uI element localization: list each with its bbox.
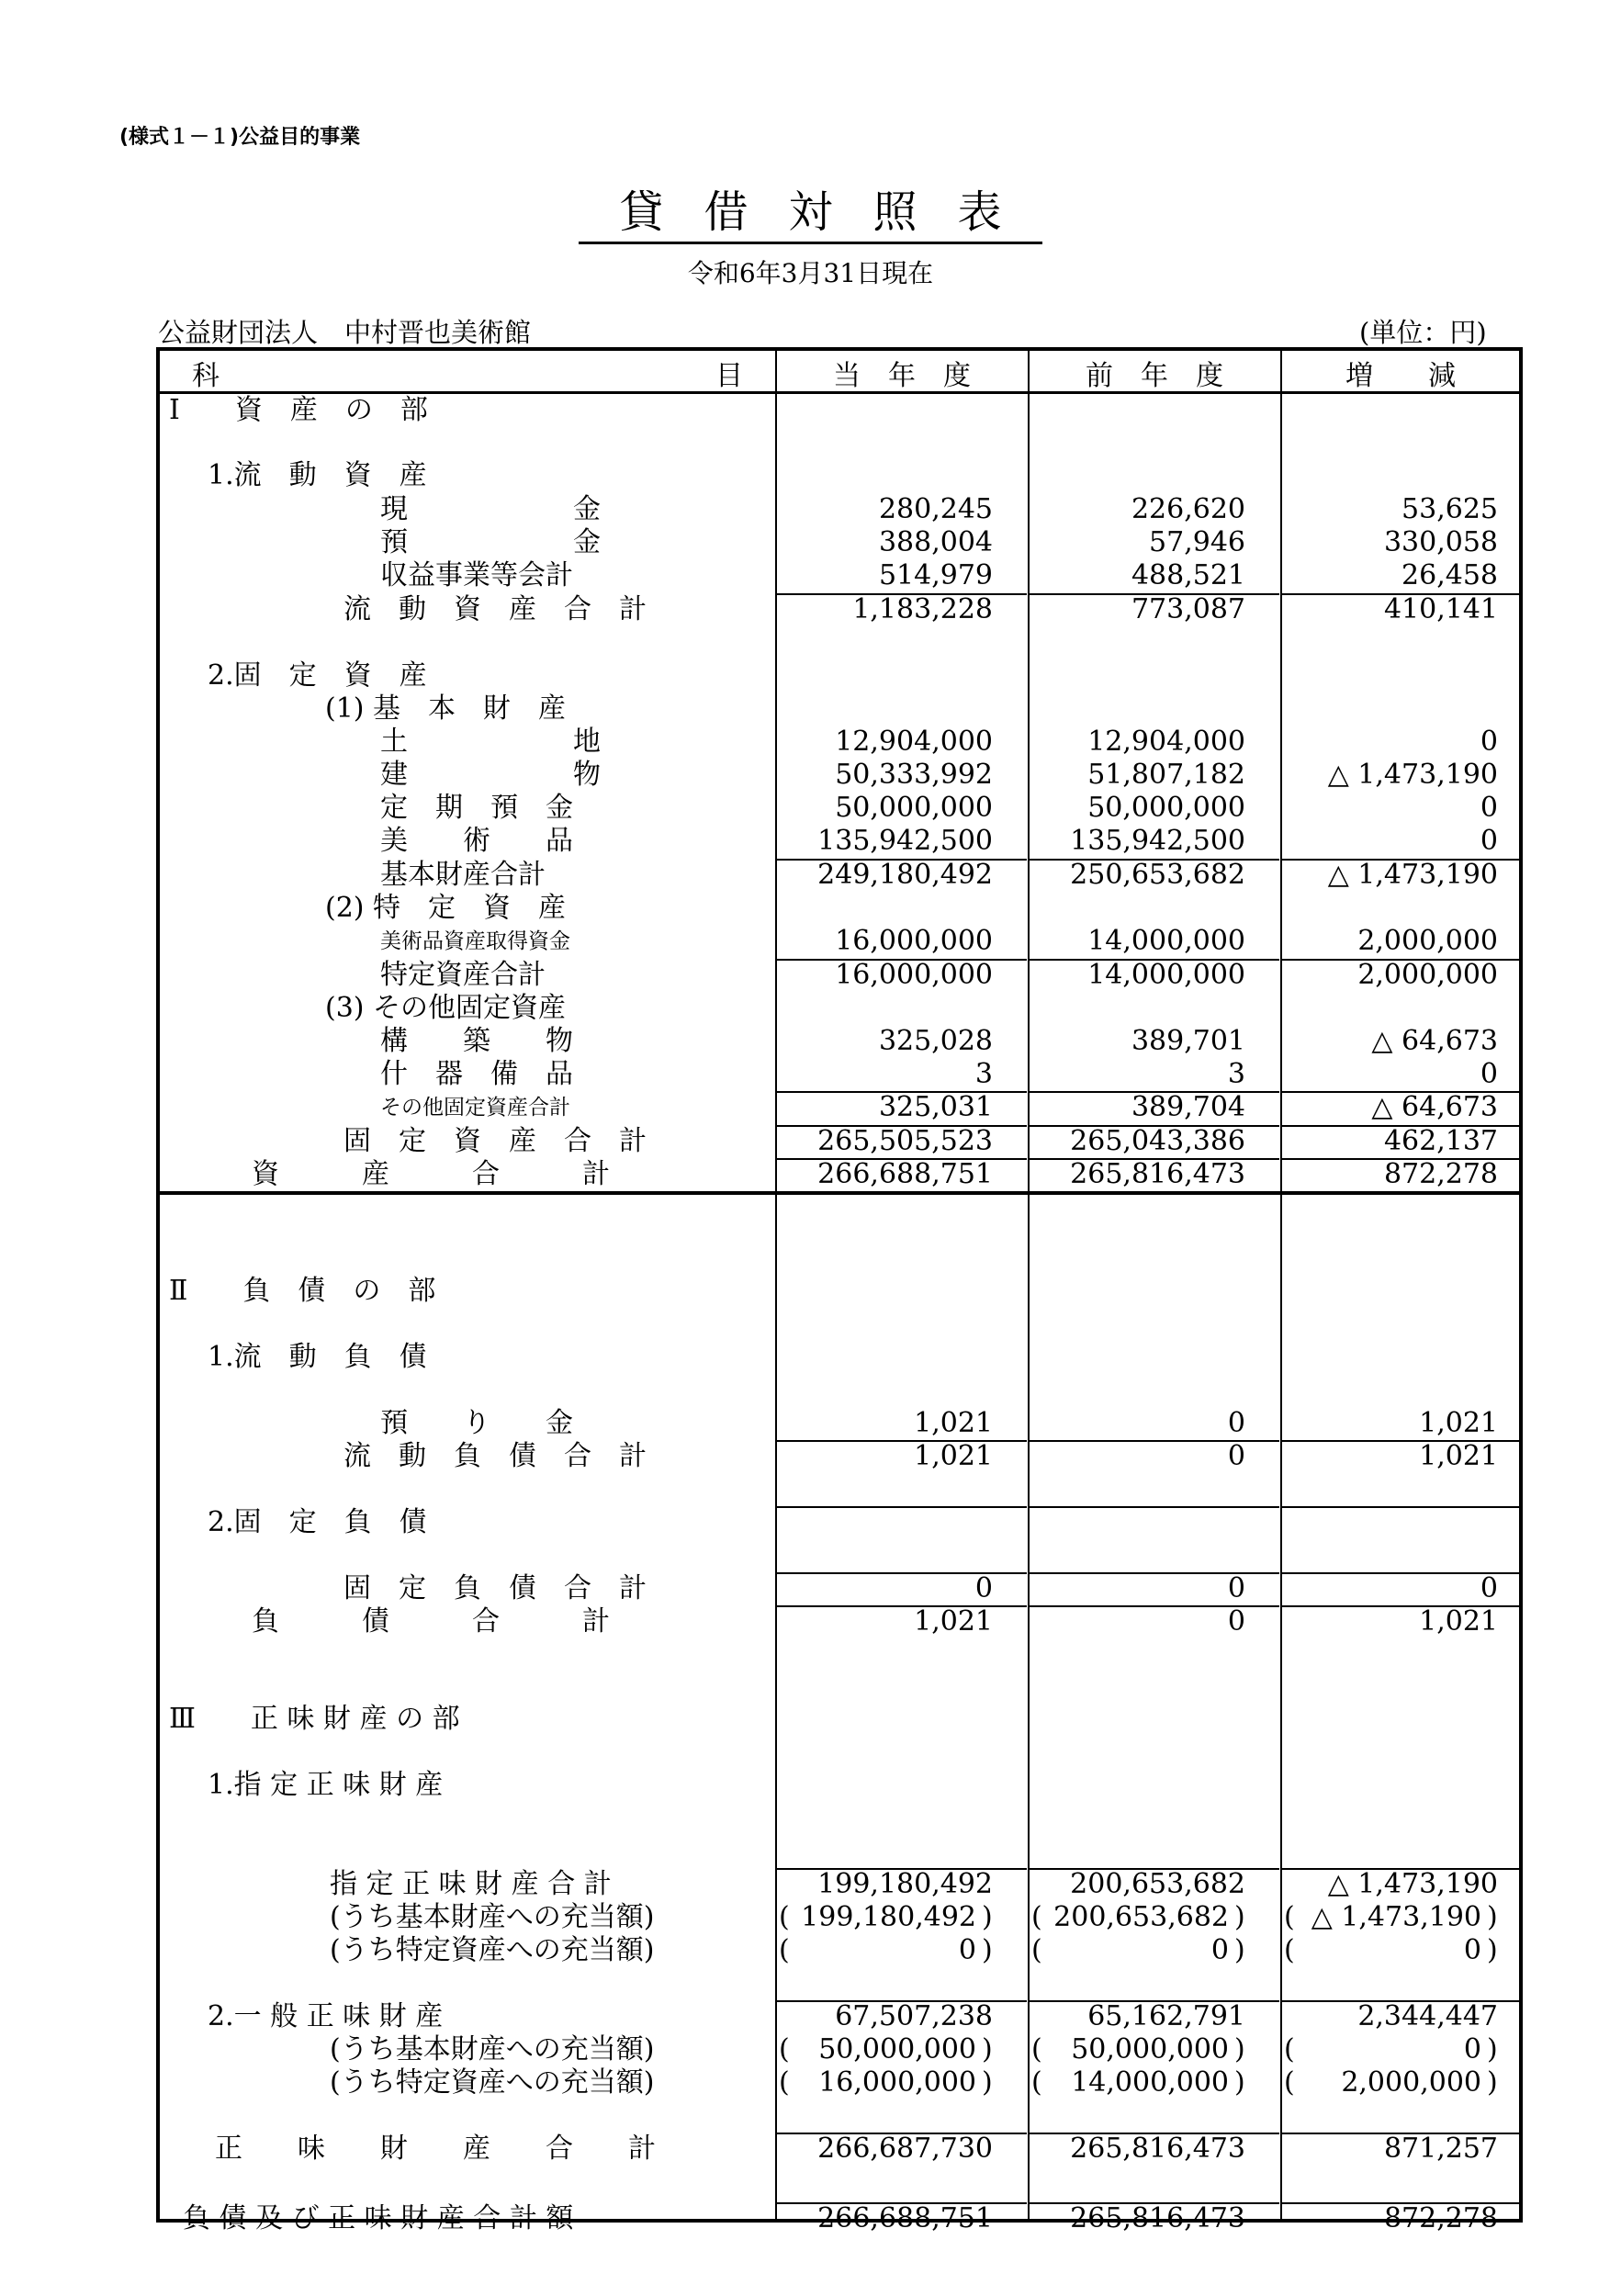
value-chg: △ 1,473,190 [1311, 1901, 1481, 1933]
unit-label: (単位：円) [1359, 317, 1487, 348]
subtotal-rule [777, 593, 1027, 595]
row-label: 1.流 動 資 産 [208, 459, 427, 491]
value-chg: △ 1,473,190 [1327, 759, 1498, 791]
value-cur: 16,000,000 [818, 2066, 976, 2099]
value-chg: 462,137 [1383, 1125, 1498, 1157]
value-cur: 266,687,730 [817, 2133, 993, 2165]
table-row [160, 1058, 1519, 1091]
paren-close: ) [1234, 1934, 1245, 1966]
table-row [160, 2202, 1519, 2235]
subtotal-rule [777, 2202, 1027, 2204]
value-chg: 0 [1480, 726, 1498, 758]
table-row [160, 825, 1519, 858]
value-chg: △ 64,673 [1371, 1025, 1498, 1057]
subtotal-rule [777, 1572, 1027, 1574]
value-chg: 0 [1480, 825, 1498, 857]
subtotal-rule [1030, 1091, 1279, 1093]
value-chg: 0 [1480, 792, 1498, 824]
table-row [160, 1275, 1519, 1308]
value-cur: 0 [974, 1572, 993, 1604]
value-prev: 200,653,682 [1070, 1868, 1245, 1900]
subtotal-rule [777, 1125, 1027, 1127]
table-row [160, 759, 1519, 792]
value-cur: 325,028 [878, 1025, 993, 1057]
value-prev: 14,000,000 [1087, 959, 1245, 991]
row-label: 収益事業等会計 [380, 559, 573, 591]
subtotal-rule [1030, 1605, 1279, 1607]
row-label: (うち基本財産への充当額) [330, 2033, 655, 2065]
value-prev: 200,653,682 [1053, 1901, 1229, 1933]
table-row [160, 692, 1519, 726]
paren-close: ) [1234, 2033, 1245, 2065]
value-cur: 266,688,751 [817, 1158, 993, 1190]
paren-close: ) [1487, 2066, 1498, 2099]
row-label: 定 期 預 金 [380, 792, 573, 824]
row-label: 流 動 資 産 合 計 [343, 593, 647, 625]
paren-close: ) [1487, 2033, 1498, 2065]
subtotal-rule [1030, 2202, 1279, 2204]
table-row [160, 1572, 1519, 1605]
value-prev: 14,000,000 [1071, 2066, 1229, 2099]
value-chg: 872,278 [1383, 1158, 1498, 1190]
row-label: (3) その他固定資産 [325, 992, 567, 1024]
value-prev: 0 [1210, 1934, 1229, 1966]
value-cur: 50,000,000 [835, 792, 993, 824]
subtotal-rule [1282, 2000, 1519, 2002]
value-chg: 2,000,000 [1357, 959, 1498, 991]
value-chg: 2,000,000 [1341, 2066, 1481, 2099]
paren-open: ( [779, 1901, 790, 1933]
row-label: (1) 基 本 財 産 [325, 692, 567, 725]
form-label: (様式１－１)公益目的事業 [119, 126, 361, 149]
table-row [160, 1440, 1519, 1473]
row-label: その他固定資産合計 [380, 1096, 570, 1120]
value-cur: 249,180,492 [817, 859, 993, 891]
subtotal-rule [777, 1091, 1027, 1093]
row-label: 土 地 [380, 726, 601, 758]
value-cur: 1,183,228 [852, 593, 993, 625]
value-prev: 265,816,473 [1070, 2202, 1245, 2234]
row-label: Ⅲ 正 味 財 産 の 部 [169, 1703, 460, 1735]
value-prev: 50,000,000 [1071, 2033, 1229, 2065]
table-row [160, 1703, 1519, 1736]
section-rule [160, 1191, 1519, 1195]
column-header-previous: 前 年 度 [1086, 360, 1223, 392]
table-row [160, 726, 1519, 759]
value-cur: 0 [958, 1934, 976, 1966]
value-chg: 1,021 [1419, 1605, 1498, 1638]
value-prev: 389,701 [1131, 1025, 1245, 1057]
page-title [0, 176, 1621, 240]
subtotal-rule [1030, 2133, 1279, 2134]
row-label: 固 定 資 産 合 計 [343, 1125, 647, 1157]
paren-open: ( [779, 1934, 790, 1966]
row-label: Ⅰ 資 産 の 部 [169, 394, 428, 426]
value-chg: 1,021 [1419, 1440, 1498, 1472]
table-row [160, 1407, 1519, 1440]
page-title-text: 貸借対照表 [579, 186, 1041, 244]
value-prev: 250,653,682 [1070, 859, 1245, 891]
column-header-item: 科 目 [192, 360, 743, 392]
paren-open: ( [1284, 1901, 1295, 1933]
row-label: 正 味 財 産 合 計 [215, 2133, 656, 2165]
paren-close: ) [1487, 1934, 1498, 1966]
paren-open: ( [1031, 2066, 1042, 2099]
paren-open: ( [779, 2033, 790, 2065]
row-label: 特定資産合計 [380, 959, 546, 991]
balance-sheet-table [156, 347, 1523, 2234]
column-header-current: 当 年 度 [833, 360, 971, 392]
table-row [160, 1506, 1519, 1539]
paren-open: ( [1284, 2033, 1295, 2065]
row-label: 建 物 [380, 759, 601, 791]
table-row [160, 1341, 1519, 1374]
column-header-change: 増 減 [1345, 360, 1456, 392]
value-cur: 325,031 [878, 1091, 993, 1123]
value-chg: 330,058 [1383, 526, 1498, 558]
row-label: 指 定 正 味 財 産 合 計 [330, 1868, 612, 1900]
subtotal-rule [1030, 2000, 1279, 2002]
subtotal-rule [1282, 1572, 1519, 1574]
table-row [160, 526, 1519, 559]
row-label: 2.一 般 正 味 財 産 [208, 2000, 444, 2032]
subtotal-rule [1282, 959, 1519, 961]
value-prev: 3 [1227, 1058, 1245, 1090]
row-label: 負 債 及 び 正 味 財 産 合 計 額 [183, 2202, 574, 2234]
subtotal-rule [777, 1868, 1027, 1870]
row-label: 預 り 金 [380, 1407, 573, 1439]
row-label: 預 金 [380, 526, 601, 558]
subtotal-rule [1282, 1158, 1519, 1160]
value-prev: 50,000,000 [1087, 792, 1245, 824]
paren-open: ( [1284, 1934, 1295, 1966]
row-label: 2.固 定 負 債 [208, 1506, 427, 1538]
subtotal-rule [1030, 1868, 1279, 1870]
value-cur: 1,021 [914, 1440, 993, 1472]
table-row [160, 1125, 1519, 1158]
corporation-name: 公益財団法人 中村晋也美術館 [158, 317, 532, 348]
paren-open: ( [1031, 1901, 1042, 1933]
row-label: (2) 特 定 資 産 [325, 892, 567, 924]
paren-open: ( [1031, 1934, 1042, 1966]
row-label: (うち基本財産への充当額) [330, 1901, 655, 1933]
subtotal-rule [1030, 1440, 1279, 1442]
subtotal-rule [777, 1506, 1027, 1508]
value-cur: 16,000,000 [835, 925, 993, 957]
value-chg: 0 [1463, 2033, 1481, 2065]
paren-close: ) [982, 1934, 993, 1966]
subtotal-rule [1030, 1125, 1279, 1127]
value-chg: 26,458 [1401, 559, 1498, 591]
row-label: 構 築 物 [380, 1025, 573, 1057]
row-label: 1.流 動 負 債 [208, 1341, 427, 1373]
table-row [160, 1868, 1519, 1901]
value-cur: 16,000,000 [835, 959, 993, 991]
value-cur: 199,180,492 [817, 1868, 993, 1900]
value-prev: 488,521 [1131, 559, 1245, 591]
paren-close: ) [1487, 1901, 1498, 1933]
value-prev: 389,704 [1131, 1091, 1245, 1123]
value-prev: 14,000,000 [1087, 925, 1245, 957]
table-row [160, 659, 1519, 692]
value-chg: 1,021 [1419, 1407, 1498, 1439]
subtotal-rule [777, 2000, 1027, 2002]
value-cur: 50,333,992 [835, 759, 993, 791]
row-label: 2.固 定 資 産 [208, 659, 427, 692]
row-label: 資 産 合 計 [252, 1158, 610, 1190]
value-prev: 265,043,386 [1070, 1125, 1245, 1157]
value-prev: 65,162,791 [1087, 2000, 1245, 2032]
table-row [160, 892, 1519, 925]
value-prev: 773,087 [1131, 593, 1245, 625]
value-chg: 0 [1480, 1572, 1498, 1604]
subtotal-rule [1030, 959, 1279, 961]
value-chg: △ 1,473,190 [1327, 1868, 1498, 1900]
table-row [160, 1934, 1519, 1967]
value-prev: 0 [1227, 1605, 1245, 1638]
value-prev: 57,946 [1149, 526, 1245, 558]
value-prev: 0 [1227, 1572, 1245, 1604]
table-row [160, 2133, 1519, 2166]
value-prev: 226,620 [1131, 493, 1245, 525]
value-chg: 0 [1463, 1934, 1481, 1966]
paren-close: ) [982, 2066, 993, 2099]
value-prev: 265,816,473 [1070, 1158, 1245, 1190]
value-chg: 2,000,000 [1357, 925, 1498, 957]
paren-close: ) [982, 2033, 993, 2065]
value-cur: 266,688,751 [817, 2202, 993, 2234]
paren-open: ( [1284, 2066, 1295, 2099]
table-row [160, 959, 1519, 992]
value-cur: 1,021 [914, 1605, 993, 1638]
row-label: Ⅱ 負 債 の 部 [169, 1275, 436, 1307]
value-cur: 1,021 [914, 1407, 993, 1439]
subtotal-rule [1282, 1868, 1519, 1870]
paren-open: ( [779, 2066, 790, 2099]
table-row [160, 593, 1519, 626]
table-row [160, 2066, 1519, 2099]
subtotal-rule [1030, 1158, 1279, 1160]
subtotal-rule [1282, 1440, 1519, 1442]
table-row [160, 1605, 1519, 1638]
value-chg: 2,344,447 [1357, 2000, 1498, 2032]
value-chg: △ 1,473,190 [1327, 859, 1498, 891]
subtotal-rule [1282, 1506, 1519, 1508]
row-label: 固 定 負 債 合 計 [343, 1572, 647, 1604]
subtotal-rule [1030, 859, 1279, 861]
table-row [160, 925, 1519, 958]
value-cur: 67,507,238 [835, 2000, 993, 2032]
value-cur: 280,245 [878, 493, 993, 525]
table-row [160, 394, 1519, 427]
value-cur: 388,004 [878, 526, 993, 558]
table-row [160, 1769, 1519, 1802]
row-label: (うち特定資産への充当額) [330, 2066, 655, 2099]
subtotal-rule [1030, 1506, 1279, 1508]
value-prev: 0 [1227, 1440, 1245, 1472]
paren-close: ) [982, 1901, 993, 1933]
value-cur: 514,979 [878, 559, 993, 591]
subtotal-rule [777, 1605, 1027, 1607]
table-row [160, 1091, 1519, 1124]
value-chg: 0 [1480, 1058, 1498, 1090]
subtotal-rule [777, 1158, 1027, 1160]
subtotal-rule [1282, 1091, 1519, 1093]
row-label: 1.指 定 正 味 財 産 [208, 1769, 444, 1801]
subtotal-rule [1030, 1572, 1279, 1574]
subtotal-rule [777, 959, 1027, 961]
value-cur: 199,180,492 [801, 1901, 976, 1933]
subtotal-rule [777, 859, 1027, 861]
paren-close: ) [1234, 1901, 1245, 1933]
value-prev: 135,942,500 [1070, 825, 1245, 857]
row-label: 什 器 備 品 [380, 1058, 573, 1090]
table-row [160, 1025, 1519, 1058]
table-row [160, 1901, 1519, 1934]
value-prev: 0 [1227, 1407, 1245, 1439]
row-label: 負 債 合 計 [252, 1605, 610, 1638]
value-prev: 265,816,473 [1070, 2133, 1245, 2165]
table-row [160, 493, 1519, 526]
value-chg: 872,278 [1383, 2202, 1498, 2234]
row-label: 基本財産合計 [380, 859, 546, 891]
table-row [160, 559, 1519, 592]
subtotal-rule [1282, 1605, 1519, 1607]
subtotal-rule [1282, 593, 1519, 595]
paren-open: ( [1031, 2033, 1042, 2065]
value-prev: 51,807,182 [1087, 759, 1245, 791]
table-row [160, 2000, 1519, 2033]
paren-close: ) [1234, 2066, 1245, 2099]
value-chg: 53,625 [1401, 493, 1498, 525]
subtotal-rule [1282, 1125, 1519, 1127]
row-label: 現 金 [380, 493, 601, 525]
table-row [160, 992, 1519, 1025]
row-label: 流 動 負 債 合 計 [343, 1440, 647, 1472]
value-cur: 3 [974, 1058, 993, 1090]
subtotal-rule [777, 1440, 1027, 1442]
value-prev: 12,904,000 [1087, 726, 1245, 758]
row-label: 美術品資産取得資金 [380, 929, 570, 953]
value-cur: 50,000,000 [818, 2033, 976, 2065]
value-cur: 265,505,523 [817, 1125, 993, 1157]
value-chg: 410,141 [1383, 593, 1498, 625]
value-cur: 135,942,500 [817, 825, 993, 857]
value-cur: 12,904,000 [835, 726, 993, 758]
subtotal-rule [1282, 859, 1519, 861]
subtotal-rule [1030, 593, 1279, 595]
table-row [160, 459, 1519, 492]
table-row [160, 792, 1519, 825]
subtotal-rule [1282, 2133, 1519, 2134]
subtotal-rule [1282, 2202, 1519, 2204]
table-row [160, 1158, 1519, 1191]
row-label: (うち特定資産への充当額) [330, 1934, 655, 1966]
table-row [160, 2033, 1519, 2066]
subtotal-rule [777, 2133, 1027, 2134]
value-chg: 871,257 [1383, 2133, 1498, 2165]
as-of-date: 令和6年3月31日現在 [687, 258, 934, 288]
value-chg: △ 64,673 [1371, 1091, 1498, 1123]
row-label: 美 術 品 [380, 825, 573, 857]
table-row [160, 859, 1519, 892]
